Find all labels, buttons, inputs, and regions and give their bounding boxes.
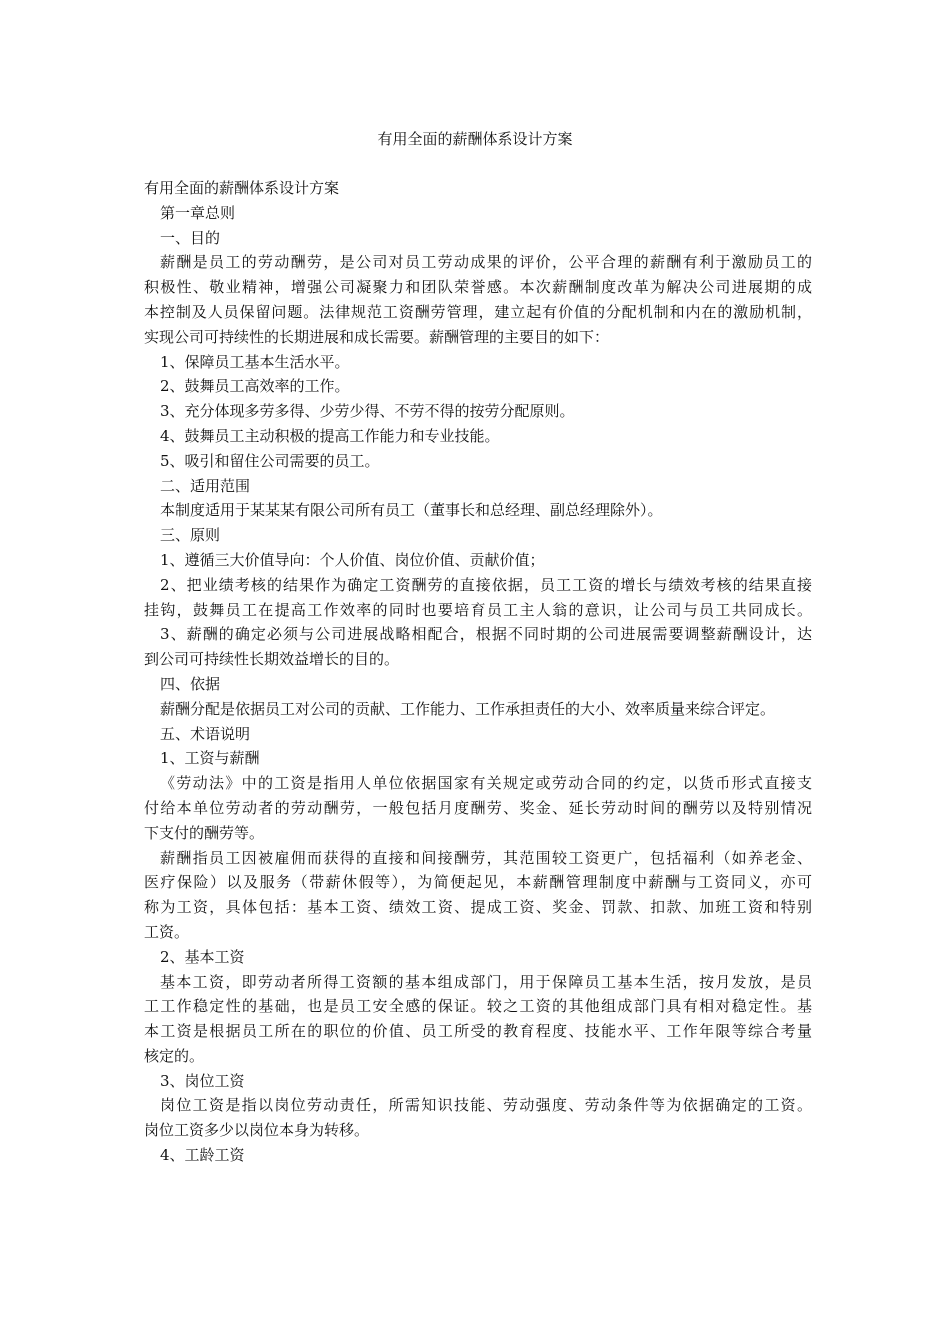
paragraph-line: 医疗保险）以及服务（带薪休假等），为简便起见，本薪酬管理制度中薪酬与工资同义，亦可 <box>144 873 812 892</box>
paragraph-line: 基本工资，即劳动者所得工资额的基本组成部门，用于保障员工基本生活，按月发放，是员 <box>160 972 812 991</box>
paragraph-line: 工资。 <box>144 922 190 941</box>
subsection-heading: 1、工资与薪酬 <box>160 749 260 768</box>
paragraph-line: 薪酬是员工的劳动酬劳，是公司对员工劳动成果的评价，公平合理的薪酬有利于激励员工的 <box>160 253 812 272</box>
list-item: 4、鼓舞员工主动积极的提高工作能力和专业技能。 <box>160 426 500 445</box>
subsection-heading: 4、工龄工资 <box>160 1146 245 1165</box>
list-item: 1、保障员工基本生活水平。 <box>160 352 350 371</box>
list-item: 2、鼓舞员工高效率的工作。 <box>160 377 350 396</box>
list-item: 3、薪酬的确定必须与公司进展战略相配合，根据不同时期的公司进展需要调整薪酬设计，达 <box>160 625 812 644</box>
paragraph-line: 本工资是根据员工所在的职位的价值、员工所受的教育程度、技能水平、工作年限等综合考量 <box>144 1022 812 1041</box>
paragraph-line: 下支付的酬劳等。 <box>144 823 265 842</box>
section-heading: 四、依据 <box>160 674 221 693</box>
body-line: 有用全面的薪酬体系设计方案 <box>144 179 340 197</box>
paragraph-line: 付给本单位劳动者的劳动酬劳，一般包括月度酬劳、奖金、延长劳动时间的酬劳以及特别情况 <box>144 798 812 817</box>
paragraph-line: 工工作稳定性的基础，也是员工安全感的保证。较之工资的其他组成部门具有相对稳定性。基 <box>144 997 812 1016</box>
paragraph-line: 岗位工资多少以岗位本身为转移。 <box>144 1121 370 1140</box>
paragraph-line: 核定的。 <box>144 1046 205 1065</box>
paragraph-line: 薪酬指员工因被雇佣而获得的直接和间接酬劳，其范围较工资更广，包括福利（如养老金、 <box>160 848 812 867</box>
list-item: 3、充分体现多劳多得、少劳少得、不劳不得的按劳分配原则。 <box>160 402 575 421</box>
list-item: 5、吸引和留住公司需要的员工。 <box>160 451 380 470</box>
section-heading: 五、术语说明 <box>160 724 251 743</box>
paragraph-line: 《劳动法》中的工资是指用人单位依据国家有关规定或劳动合同的约定，以货币形式直接支 <box>160 774 812 793</box>
paragraph-line: 到公司可持续性长期效益增长的目的。 <box>144 650 400 669</box>
list-item: 2、把业绩考核的结果作为确定工资酬劳的直接依据，员工工资的增长与绩效考核的结果直接 <box>160 575 812 594</box>
page-title: 有用全面的薪酬体系设计方案 <box>377 130 573 148</box>
paragraph-line: 岗位工资是指以岗位劳动责任，所需知识技能、劳动强度、劳动条件等为依据确定的工资。 <box>160 1096 812 1115</box>
subsection-heading: 3、岗位工资 <box>160 1071 245 1090</box>
paragraph-line: 称为工资，具体包括：基本工资、绩效工资、提成工资、奖金、罚款、扣款、加班工资和特别 <box>144 898 812 917</box>
list-item: 1、遵循三大价值导向：个人价值、岗位价值、贡献价值； <box>160 550 545 569</box>
subsection-heading: 2、基本工资 <box>160 947 245 966</box>
document-body <box>144 176 812 1168</box>
paragraph-line: 本制度适用于某某某有限公司所有员工（董事长和总经理、副总经理除外）。 <box>160 501 663 520</box>
section-heading: 二、适用范围 <box>160 476 251 495</box>
paragraph-line: 薪酬分配是依据员工对公司的贡献、工作能力、工作承担责任的大小、效率质量来综合评定。 <box>160 699 776 718</box>
section-heading: 三、原则 <box>160 526 221 545</box>
paragraph-line: 积极性、敬业精神，增强公司凝聚力和团队荣誉感。本次薪酬制度改革为解决公司进展期的成 <box>144 278 812 297</box>
paragraph-line: 挂钩，鼓舞员工在提高工作效率的同时也要培育员工主人翁的意识，让公司与员工共同成长。 <box>144 600 812 619</box>
paragraph-line: 实现公司可持续性的长期进展和成长需要。薪酬管理的主要目的如下： <box>144 327 610 346</box>
section-heading: 一、目的 <box>160 228 221 247</box>
paragraph-line: 本控制及人员保留问题。法律规范工资酬劳管理，建立起有价值的分配机制和内在的激励机制， <box>144 302 812 321</box>
chapter-heading: 第一章总则 <box>160 203 236 222</box>
